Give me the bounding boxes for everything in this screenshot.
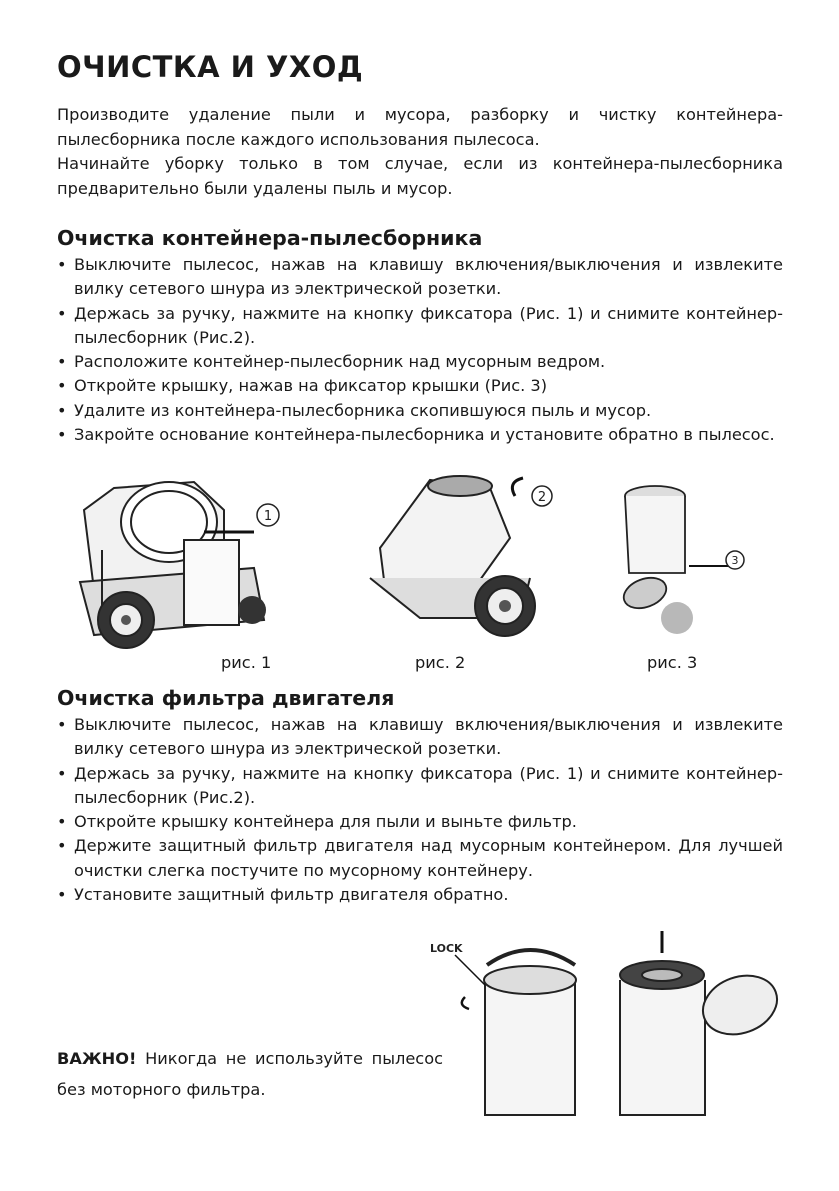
svg-text:3: 3 xyxy=(731,554,739,567)
list-item: • Расположите контейнер-пылесборник над мусорным ведром. xyxy=(57,350,783,374)
important-text: Никогда не используйте пылесос без моторного фильтра. xyxy=(57,1049,444,1099)
intro-paragraph: Производите удаление пыли и мусора, разборку и чистку контейнера-пылесборника после каждого использования пылесоса. xyxy=(57,105,783,149)
important-label: ВАЖНО! xyxy=(57,1049,137,1068)
figure-3-caption: рис. 3 xyxy=(647,653,698,672)
list-item: • Выключите пылесос, нажав на клавишу включения/выключения и извлеките вилку сетевого шнура из электрической розетки. xyxy=(57,713,783,762)
list-item: • Откройте крышку контейнера для пыли и выньте фильтр. xyxy=(57,810,783,834)
figure-1-caption: рис. 1 xyxy=(221,653,272,672)
list-item: • Держите защитный фильтр двигателя над мусорным контейнером. Для лучшей очистки слегка постучите по мусорному контейнеру. xyxy=(57,834,783,883)
rotate-arrow-icon xyxy=(512,478,523,496)
container-cleaning-steps xyxy=(57,253,783,447)
section-title-container-cleaning: Очистка контейнера-пылесборника xyxy=(57,226,483,250)
svg-text:2: 2 xyxy=(537,490,547,505)
figure-2-caption: рис. 2 xyxy=(415,653,466,672)
motor-filter-steps xyxy=(57,713,783,907)
page-title: ОЧИСТКА И УХОД xyxy=(57,50,364,84)
rotate-arrow-icon xyxy=(462,997,469,1009)
list-item: • Установите защитный фильтр двигателя обратно. xyxy=(57,883,783,907)
debris-icon xyxy=(661,602,693,634)
list-item: • Держась за ручку, нажмите на кнопку фиксатора (Рис. 1) и снимите контейнер-пылесборник (Рис.2). xyxy=(57,302,783,351)
lock-label: LOCK xyxy=(430,942,463,955)
list-item: • Откройте крышку, нажав на фиксатор крышки (Рис. 3) xyxy=(57,374,783,398)
intro-text xyxy=(57,103,783,201)
figure-4-illustration xyxy=(425,925,790,1130)
list-item: • Выключите пылесос, нажав на клавишу включения/выключения и извлеките вилку сетевого шнура из электрической розетки. xyxy=(57,253,783,302)
important-note xyxy=(57,1043,443,1105)
figure-1-illustration xyxy=(74,470,289,655)
list-item: • Держась за ручку, нажмите на кнопку фиксатора (Рис. 1) и снимите контейнер-пылесборник (Рис.2). xyxy=(57,762,783,811)
list-item: • Удалите из контейнера-пылесборника скопившуюся пыль и мусор. xyxy=(57,399,783,423)
list-item: • Закройте основание контейнера-пылесборника и установите обратно в пылесос. xyxy=(57,423,783,447)
intro-paragraph: Начинайте уборку только в том случае, если из контейнера-пылесборника предварительно были удалены пыль и мусор. xyxy=(57,154,783,198)
svg-text:1: 1 xyxy=(263,509,273,524)
section-title-motor-filter: Очистка фильтра двигателя xyxy=(57,686,395,710)
figure-3-illustration xyxy=(615,478,755,638)
figure-2-illustration xyxy=(360,468,560,648)
